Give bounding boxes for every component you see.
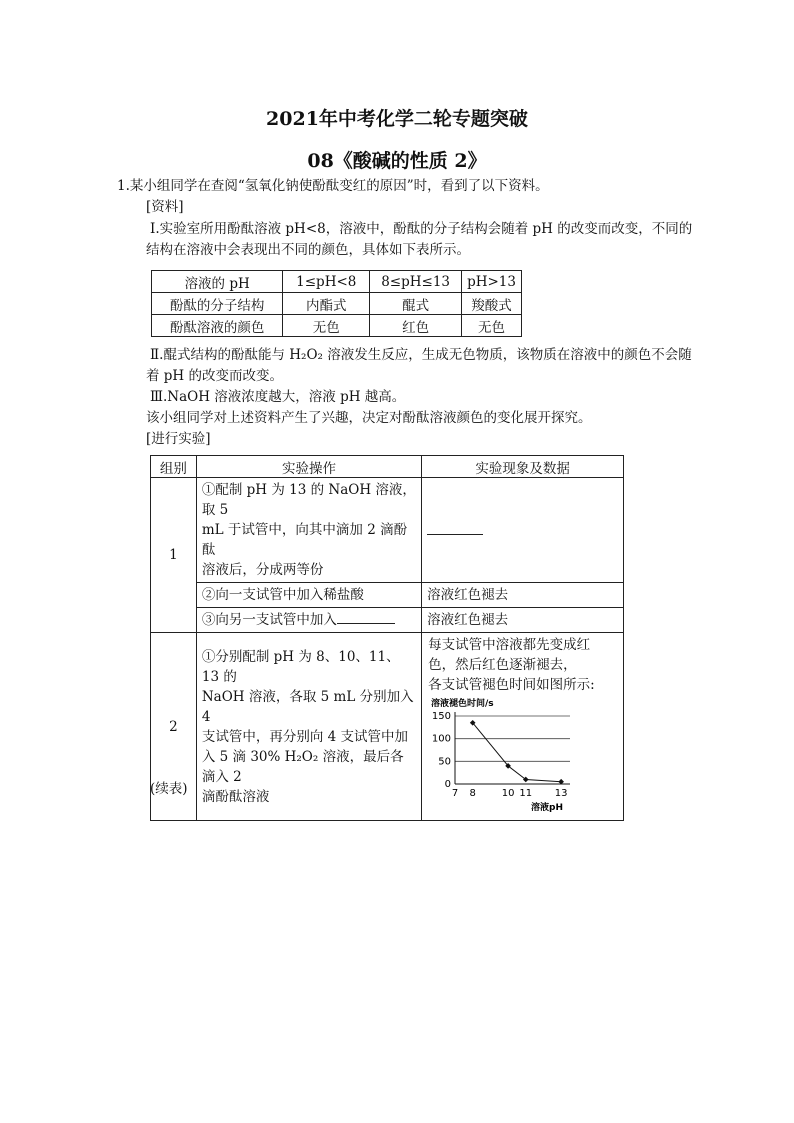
g1-obs2: 溶液红色褪去 — [422, 583, 624, 608]
table-row — [151, 583, 624, 608]
x-tick-label: 10 — [501, 788, 515, 799]
group-number: 2 — [151, 633, 197, 821]
experiment-table — [150, 455, 624, 821]
fade-time-chart — [428, 696, 578, 814]
g1-op3: ③向另一支试管中加入 — [201, 612, 337, 628]
table-cell: 1≤pH<8 — [283, 271, 370, 293]
group-number: 1 — [151, 478, 197, 633]
table-cell: 酚酞的分子结构 — [152, 293, 283, 315]
x-tick-label: 7 — [451, 788, 459, 799]
y-tick-label: 150 — [432, 711, 452, 722]
g2-op-line4: 入 5 滴 30% H₂O₂ 溶液，最后各滴入 2 — [201, 748, 404, 785]
table-row — [152, 293, 522, 315]
table-row — [152, 315, 522, 337]
g1-op3-cell — [196, 608, 421, 633]
document-subtitle: 08《酸碱的性质 2》 — [307, 150, 487, 172]
experiment-label: [进行实验] — [146, 431, 211, 447]
x-tick-label: 8 — [469, 788, 477, 799]
info2-line1: Ⅱ.醌式结构的酚酞能与 H₂O₂ 溶液发生反应，生成无色物质，该物质在溶液中的颜色不会随 — [150, 347, 692, 363]
g1-op2: ②向一支试管中加入稀盐酸 — [196, 583, 421, 608]
x-tick-label: 13 — [554, 788, 568, 799]
table-cell: 醌式 — [370, 293, 462, 315]
header-observation: 实验现象及数据 — [422, 456, 624, 478]
g2-obs-line2: 色，然后红色逐渐褪去， — [428, 657, 577, 673]
g2-obs-cell — [422, 633, 624, 821]
y-tick-label: 100 — [432, 733, 452, 745]
y-tick-label: 50 — [438, 756, 452, 768]
chart-ylabel: 溶液褪色时间/s — [431, 699, 494, 709]
table-row — [151, 478, 624, 583]
g1-obs1-cell — [422, 478, 624, 583]
g2-obs-line1: 每支试管中溶液都先变成红 — [428, 637, 591, 653]
answer-blank-obs1[interactable] — [427, 520, 483, 535]
chart-xlabel: 溶液pH — [531, 803, 564, 813]
info1-line1: Ⅰ.实验室所用酚酞溶液 pH<8，溶液中，酚酞的分子结构会随着 pH 的改变而改变，不同的 — [150, 221, 693, 237]
table-cell: 溶液的 pH — [152, 271, 283, 293]
table-cell: 羧酸式 — [462, 293, 522, 315]
y-tick-label: 0 — [444, 779, 452, 790]
table-cell: 无色 — [283, 315, 370, 337]
g1-op1-line2: mL 于试管中，向其中滴加 2 滴酚酞 — [201, 522, 408, 558]
table-row — [152, 271, 522, 293]
interest-line: 该小组同学对上述资料产生了兴趣，决定对酚酞溶液颜色的变化展开探究。 — [146, 410, 592, 426]
answer-blank-op3[interactable] — [337, 610, 395, 624]
g2-op-line3: 支试管中，再分别向 4 支试管中加 — [201, 728, 409, 745]
x-tick-label: 11 — [519, 788, 533, 799]
header-operation: 实验操作 — [196, 456, 421, 478]
g2-obs-line3: 各支试管褪色时间如图所示: — [428, 677, 595, 693]
g2-op-line2: NaOH 溶液，各取 5 mL 分别加入 4 — [201, 688, 414, 725]
table-cell: 酚酞溶液的颜色 — [152, 315, 283, 337]
info2-line2: 着 pH 的改变而改变。 — [146, 368, 283, 384]
g1-op1-line1: ①配制 pH 为 13 的 NaOH 溶液，取 5 — [201, 482, 416, 518]
table-cell: 8≤pH≤13 — [370, 271, 462, 293]
g1-obs3: 溶液红色褪去 — [422, 608, 624, 633]
table-cell: 内酯式 — [283, 293, 370, 315]
table-cell: 红色 — [370, 315, 462, 337]
g1-op1-cell — [196, 478, 421, 583]
table-cell: 无色 — [462, 315, 522, 337]
table-row — [151, 608, 624, 633]
info3-line: Ⅲ.NaOH 溶液浓度越大，溶液 pH 越高。 — [150, 389, 406, 405]
g1-op1-line3: 溶液后，分成两等份 — [201, 562, 324, 578]
g2-op-cell — [196, 633, 421, 821]
table-header-row — [151, 456, 624, 478]
table-cell: pH>13 — [462, 271, 522, 293]
reference-label: [资料] — [146, 199, 184, 215]
continued-label: (续表) — [150, 781, 188, 797]
phenolphthalein-table — [151, 270, 522, 337]
header-group: 组别 — [151, 456, 197, 478]
table-row — [151, 633, 624, 821]
g2-op-line1: ①分别配制 pH 为 8、10、11、13 的 — [201, 648, 400, 685]
info1-line2: 结构在溶液中会表现出不同的颜色，具体如下表所示。 — [146, 242, 470, 258]
document-title: 2021年中考化学二轮专题突破 — [266, 108, 528, 130]
question-intro: 1.某小组同学在查阅“氢氧化钠使酚酞变红的原因”时，看到了以下资料。 — [117, 178, 549, 194]
g2-op-line5: 滴酚酞溶液 — [201, 788, 270, 805]
series-line — [473, 723, 561, 782]
